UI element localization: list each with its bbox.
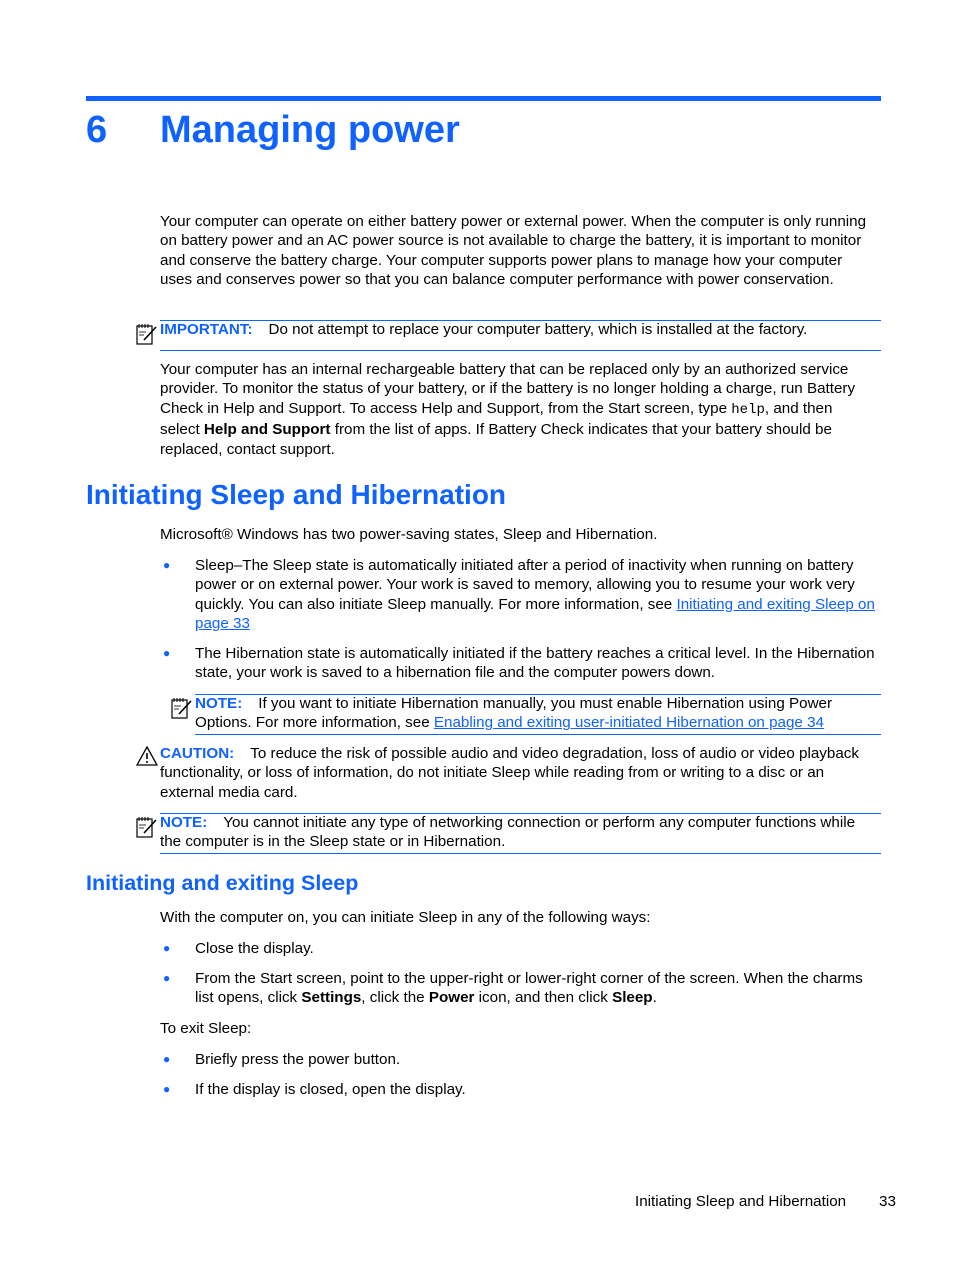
caution-label: CAUTION: — [160, 745, 235, 762]
section-heading-initiating-exiting-sleep: Initiating and exiting Sleep — [86, 871, 359, 895]
power-label: Power — [428, 989, 475, 1007]
section1-intro: Microsoft® Windows has two power-saving states, Sleep and Hibernation. — [160, 526, 658, 543]
bullet-icon: ● — [163, 1082, 171, 1096]
important-label: IMPORTANT: — [160, 321, 253, 338]
exit-sleep-intro: To exit Sleep: — [160, 1020, 252, 1037]
page-number: 33 — [879, 1193, 896, 1210]
charms-text-3: icon, and then click — [478, 989, 608, 1007]
bullet-icon: ● — [163, 971, 171, 985]
sleep-desc: Sleep–The Sleep state is automatically initiated after a period of inactivity when running on battery power or on external power. Your work is saved to memory, allowing you to resume your work very quickly. You can also initiate Sleep manually. For more information, see — [195, 557, 855, 613]
note-pad-icon — [135, 815, 159, 839]
sleep-label: Sleep — [612, 989, 653, 1007]
link-enabling-hibernation[interactable]: Enabling and exiting user-initiated Hibernation on page 34 — [433, 714, 824, 732]
help-command: help — [731, 401, 765, 418]
note-label: NOTE: — [160, 814, 208, 831]
charms-text-end: . — [652, 989, 657, 1007]
important-bottom-rule — [160, 350, 881, 351]
list-item-charms — [195, 969, 879, 1008]
bullet-icon: ● — [163, 646, 171, 660]
battery-text-1: Your computer has an internal rechargeable battery that can be replaced only by an authorized service provider. To monitor the status of your battery, or if the battery is no longer holding a charge, run Battery Check in Help and Support. To access Help and Support, from the Start screen, type — [160, 361, 856, 417]
battery-text-3: from the list of apps. If Battery Check indicates that your battery should be replaced, contact support. — [160, 421, 832, 458]
section-heading-sleep-hibernation: Initiating Sleep and Hibernation — [86, 479, 507, 510]
note-pad-icon — [135, 322, 159, 346]
charms-text-1: From the Start screen, point to the upper-right or lower-right corner of the screen. When the charms list opens, click — [195, 970, 863, 1007]
important-note — [160, 320, 872, 339]
bullet-icon: ● — [163, 1052, 171, 1066]
battery-text-2: , and then select — [160, 399, 833, 439]
caution-triangle-icon — [136, 746, 158, 766]
battery-paragraph — [160, 360, 876, 459]
chapter-top-rule — [86, 96, 881, 101]
note1-bottom-rule — [195, 734, 881, 735]
chapter-title: Managing power — [160, 109, 460, 151]
list-item-close-display: Close the display. — [195, 940, 314, 957]
intro-paragraph: Your computer can operate on either battery power or external power. When the computer is only running on battery power and an AC power source is not available to charge the battery, it is important to monitor and conserve the battery charge. Your computer supports power plans to manage how your computer uses and conserves power so that you can balance computer performance with power conservation. — [160, 213, 867, 289]
bullet-icon: ● — [163, 558, 171, 572]
note-hibernation-manual — [195, 694, 879, 733]
note-pad-icon — [170, 696, 194, 720]
important-text: Do not attempt to replace your computer battery, which is installed at the factory. — [268, 321, 808, 338]
list-item-hibernation: The Hibernation state is automatically initiated if the battery reaches a critical level. In the Hibernation state, your work is saved to a hibernation file and the computer powers down. — [195, 645, 875, 682]
note2-bottom-rule — [160, 853, 881, 854]
note1-text: If you want to initiate Hibernation manually, you must enable Hibernation using Power Options. For more information, see — [195, 695, 833, 732]
chapter-number: 6 — [86, 109, 108, 151]
note2-text: You cannot initiate any type of networking connection or perform any computer functions while the computer is in the Sleep state or in Hibernation. — [160, 814, 856, 851]
section2-intro: With the computer on, you can initiate Sleep in any of the following ways: — [160, 909, 651, 926]
caution-text: To reduce the risk of possible audio and video degradation, loss of audio or video playback functionality, or loss of information, do not initiate Sleep while reading from or writing to a disc or an external media card. — [160, 745, 859, 801]
link-initiating-exiting-sleep[interactable]: Initiating and exiting Sleep on page 33 — [195, 595, 875, 633]
bullet-icon: ● — [163, 941, 171, 955]
caution-note — [160, 744, 872, 802]
list-item-sleep — [195, 556, 879, 634]
list-item-press-power: Briefly press the power button. — [195, 1051, 401, 1068]
charms-text-2: , click the — [361, 989, 425, 1007]
note-label: NOTE: — [195, 695, 243, 712]
list-item-open-display: If the display is closed, open the display. — [195, 1081, 466, 1098]
footer-section-title: Initiating Sleep and Hibernation — [635, 1193, 847, 1210]
note-networking — [160, 813, 872, 852]
help-support-label: Help and Support — [203, 421, 331, 439]
settings-label: Settings — [301, 989, 362, 1007]
